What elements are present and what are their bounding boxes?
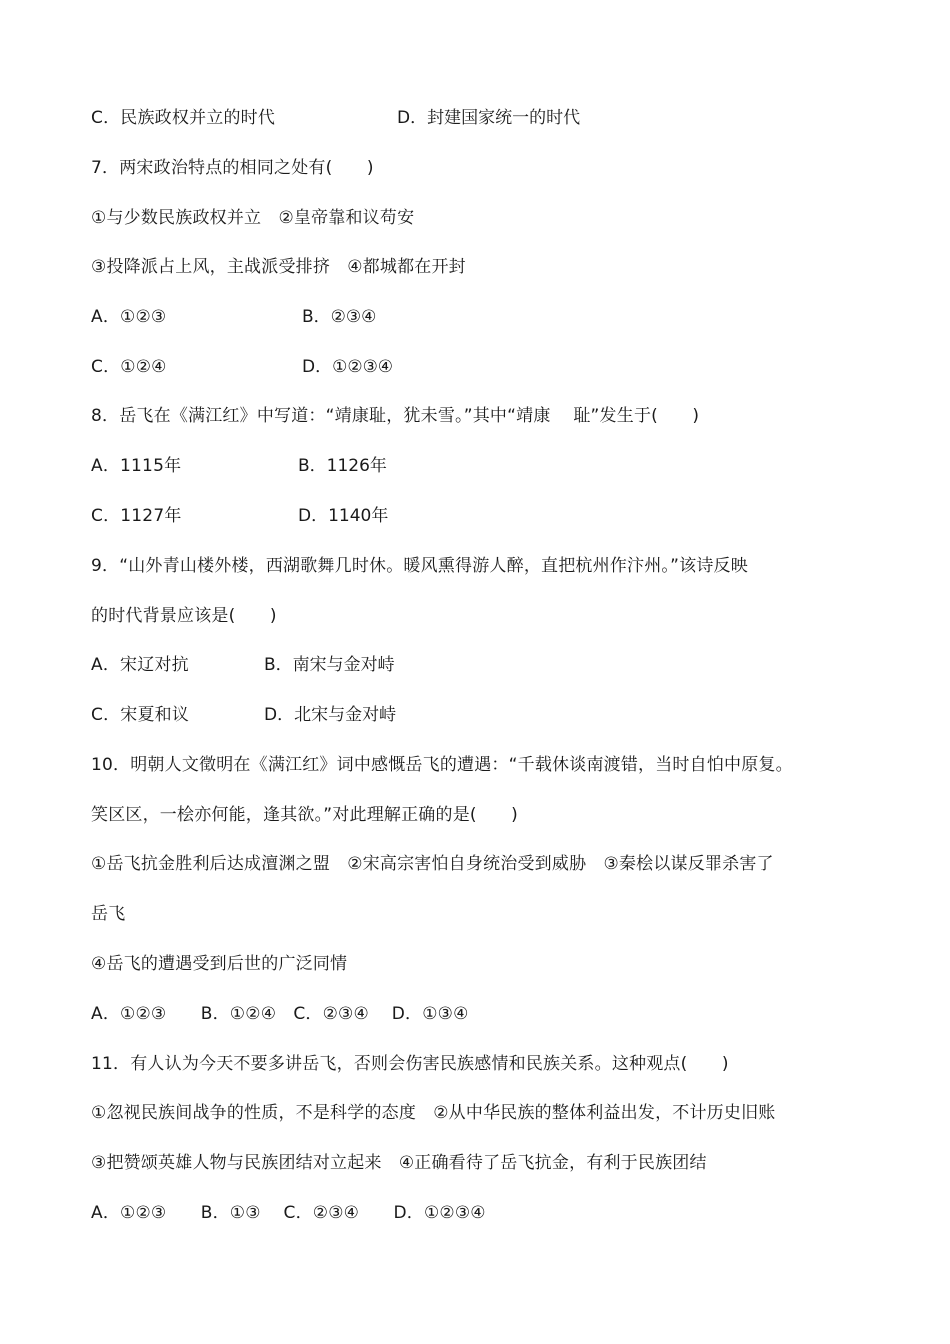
q8-option-c: C．1127年 [91, 506, 182, 526]
q6-option-c: C．民族政权并立的时代 [91, 108, 276, 128]
q11-statements-2: ③把赞颂英雄人物与民族团结对立起来 ④正确看待了岳飞抗金，有利于民族团结 [91, 1153, 707, 1173]
q6-option-d: D．封建国家统一的时代 [397, 108, 581, 128]
q7-option-a: A．①②③ [91, 307, 167, 327]
question-9-line-1: 9．“山外青山楼外楼，西湖歌舞几时休。暖风熏得游人醉，直把杭州作汴州。”该诗反映 [91, 556, 748, 576]
q10-statements-1-cont: 岳飞 [91, 904, 126, 924]
q10-statements-2: ④岳飞的遭遇受到后世的广泛同情 [91, 954, 348, 974]
question-10-line-2: 笑区区，一桧亦何能，逢其欲。”对此理解正确的是( ) [91, 805, 518, 825]
q10-options: A．①②③ B．①②④ C．②③④ D．①③④ [91, 1004, 469, 1024]
q8-option-a: A．1115年 [91, 456, 182, 476]
question-9-line-2: 的时代背景应该是( ) [91, 606, 277, 626]
question-10-line-1: 10．明朝人文徵明在《满江红》词中感慨岳飞的遭遇：“千载休谈南渡错，当时自怕中原复。 [91, 755, 793, 775]
question-8: 8．岳飞在《满江红》中写道：“靖康耻，犹未雪。”其中“靖康 耻”发生于( ) [91, 406, 700, 426]
q7-option-c: C．①②④ [91, 357, 167, 377]
q7-statements-1: ①与少数民族政权并立 ②皇帝靠和议苟安 [91, 208, 415, 228]
question-7: 7．两宋政治特点的相同之处有( ) [91, 158, 374, 178]
q9-option-b: B．南宋与金对峙 [264, 655, 395, 675]
q11-options: A．①②③ B．①③ C．②③④ D．①②③④ [91, 1203, 486, 1223]
q7-option-b: B．②③④ [302, 307, 377, 327]
question-11: 11．有人认为今天不要多讲岳飞，否则会伤害民族感情和民族关系。这种观点( ) [91, 1054, 729, 1074]
q7-statements-2: ③投降派占上风，主战派受排挤 ④都城都在开封 [91, 257, 466, 277]
q11-statements-1: ①忽视民族间战争的性质，不是科学的态度 ②从中华民族的整体利益出发，不计历史旧账 [91, 1103, 776, 1123]
q8-option-d: D．1140年 [298, 506, 389, 526]
q8-option-b: B．1126年 [298, 456, 387, 476]
q9-option-c: C．宋夏和议 [91, 705, 190, 725]
q7-option-d: D．①②③④ [302, 357, 394, 377]
q9-option-a: A．宋辽对抗 [91, 655, 189, 675]
q9-option-d: D．北宋与金对峙 [264, 705, 397, 725]
q10-statements-1: ①岳飞抗金胜利后达成澶渊之盟 ②宋高宗害怕自身统治受到威胁 ③秦桧以谋反罪杀害了 [91, 854, 774, 874]
